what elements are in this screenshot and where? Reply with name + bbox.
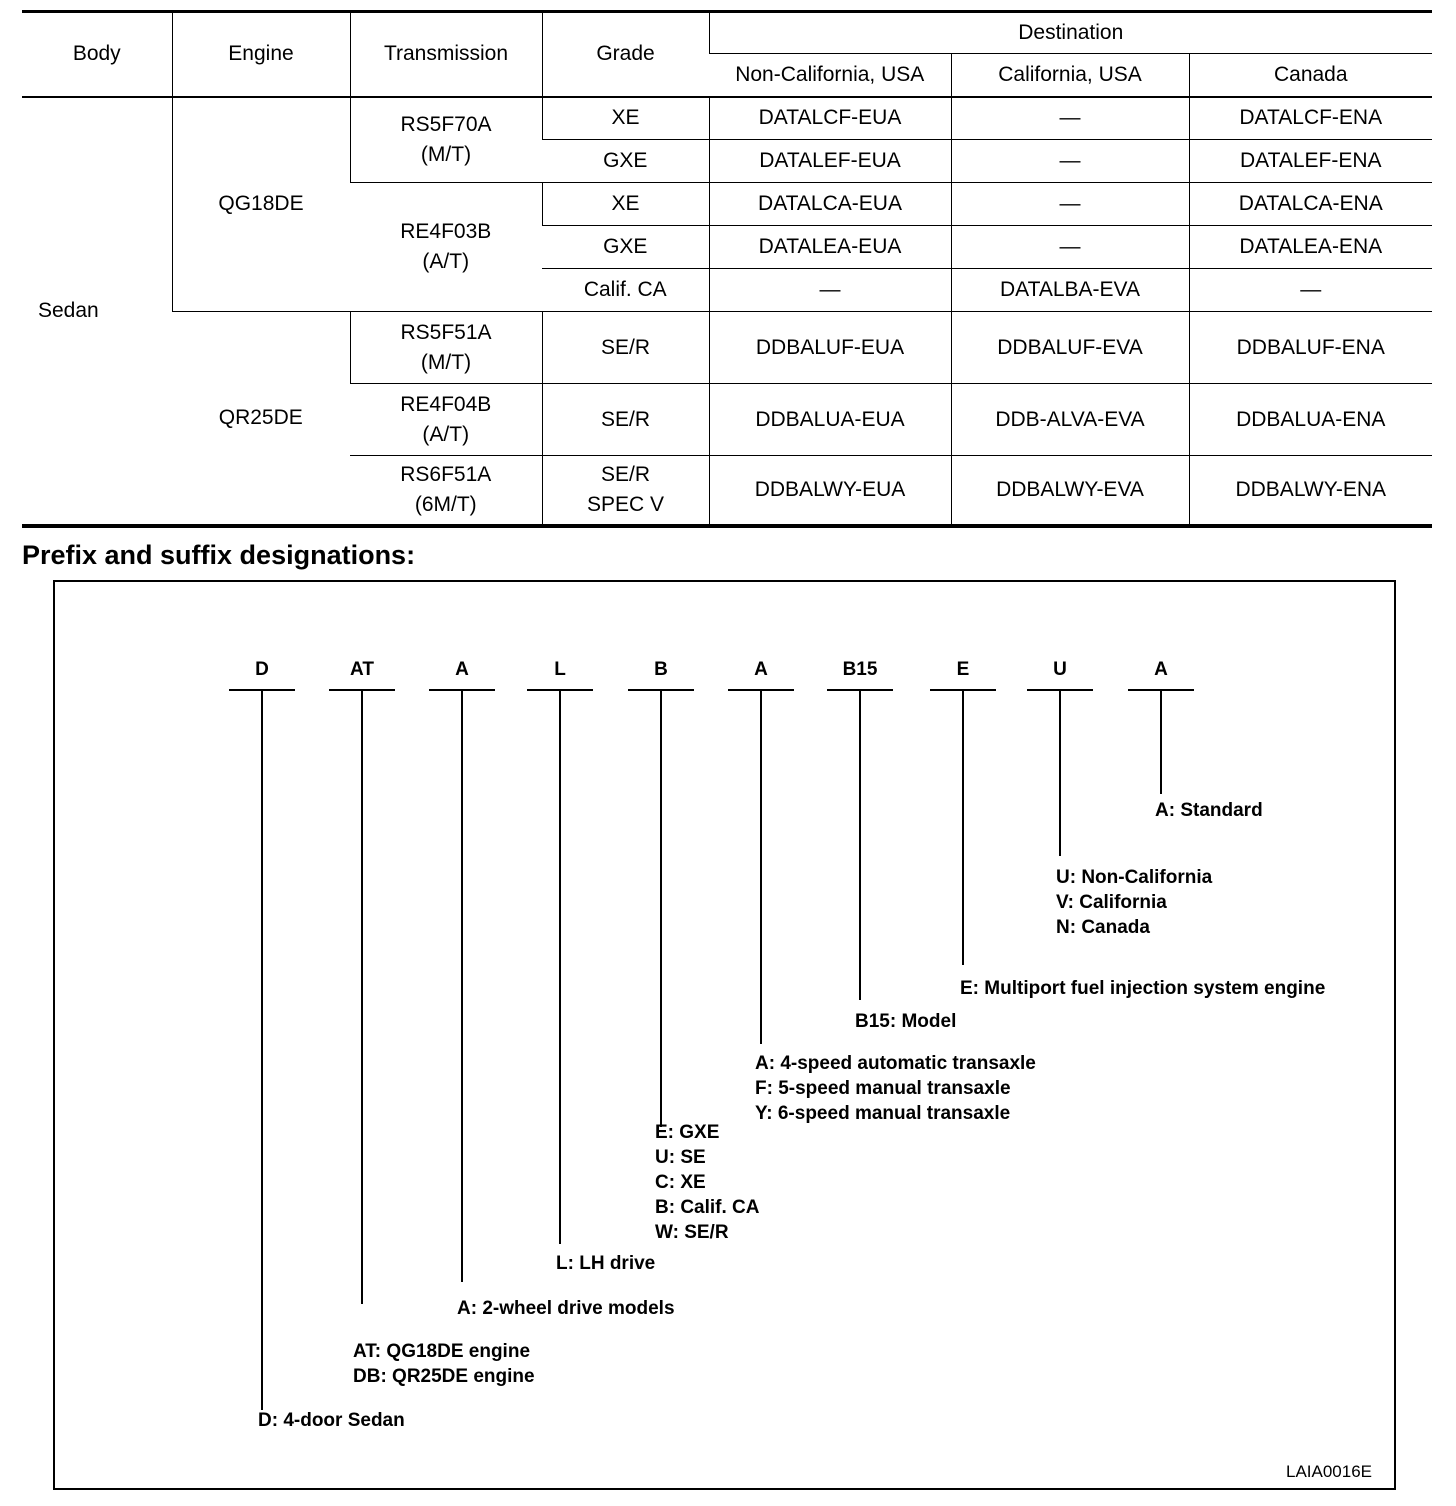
designation-line: F: 5-speed manual transaxle [755,1078,1011,1099]
designation-label-a2 [755,1051,1036,1126]
canada-cell: DDBALWY-ENA [1189,456,1432,526]
designation-label-d [258,1408,405,1433]
code-letter-l: L [554,659,566,680]
canada-cell: DATALEF-ENA [1189,140,1432,183]
california-cell: — [951,140,1189,183]
code-letter-b: B [654,659,668,680]
code-letter-a3: A [1154,659,1168,680]
designation-line: L: LH drive [556,1253,656,1274]
grade-cell: GXE [542,140,709,183]
designation-label-b15 [855,1009,956,1034]
connector-lines [55,582,1398,1492]
california-cell: DATALBA-EVA [951,269,1189,312]
designation-line: A: 4-speed automatic transaxle [755,1053,1036,1074]
designation-line: A: 2-wheel drive models [457,1298,675,1319]
canada-cell: DDBALUF-ENA [1189,312,1432,384]
non-california-cell: DATALCF-EUA [709,97,951,140]
california-cell: DDBALWY-EVA [951,456,1189,526]
code-letter-b15: B15 [842,659,878,680]
header-grade: Grade [542,12,709,97]
table-row [22,312,1432,384]
header-non-california: Non-California, USA [709,54,951,97]
designation-line: W: SE/R [655,1222,729,1243]
california-cell: — [951,97,1189,140]
canada-cell: DATALEA-ENA [1189,226,1432,269]
code-letter-a: A [455,659,469,680]
designation-label-u [1056,865,1212,940]
non-california-cell: DATALEF-EUA [709,140,951,183]
header-engine: Engine [172,12,350,97]
header-destination: Destination [709,12,1432,54]
california-cell: DDBALUF-EVA [951,312,1189,384]
designation-line: U: Non-California [1056,867,1213,888]
grade-cell: XE [542,183,709,226]
non-california-cell: DATALEA-EUA [709,226,951,269]
non-california-cell: — [709,269,951,312]
canada-cell: DATALCF-ENA [1189,97,1432,140]
engine-cell: QR25DE [172,312,350,526]
code-letter-at: AT [350,659,374,680]
designation-line: V: California [1056,892,1167,913]
designation-line: Y: 6-speed manual transaxle [755,1103,1011,1124]
non-california-cell: DDBALUA-EUA [709,384,951,456]
designation-line: AT: QG18DE engine [353,1341,531,1362]
header-california: California, USA [951,54,1189,97]
designation-label-at [353,1339,535,1389]
grade-cell: SE/R [542,312,709,384]
grade-cell: SE/R SPEC V [542,456,709,526]
designation-label-b [655,1120,760,1245]
code-letter-e: E [956,659,970,680]
grade-cell: XE [542,97,709,140]
transmission-cell: RS5F70A (M/T) [350,97,542,183]
designation-line: DB: QR25DE engine [353,1366,535,1387]
code-letter-d: D [255,659,269,680]
code-letter-u: U [1053,659,1067,680]
designation-line: E: GXE [655,1122,720,1143]
designation-line: E: Multiport fuel injection system engine [960,978,1326,999]
grade-cell: GXE [542,226,709,269]
canada-cell: DDBALUA-ENA [1189,384,1432,456]
designation-diagram [53,580,1396,1490]
header-transmission: Transmission [350,12,542,97]
non-california-cell: DDBALWY-EUA [709,456,951,526]
prefix-suffix-title: Prefix and suffix designations: [22,540,416,570]
transmission-cell: RS5F51A (M/T) [350,312,542,384]
designation-label-a [457,1296,675,1321]
non-california-cell: DATALCA-EUA [709,183,951,226]
designation-line: N: Canada [1056,917,1150,938]
grade-cell: SE/R [542,384,709,456]
designation-line: U: SE [655,1147,706,1168]
transmission-cell: RE4F04B (A/T) [350,384,542,456]
code-letter-a2: A [754,659,768,680]
california-cell: DDB-ALVA-EVA [951,384,1189,456]
header-body: Body [22,12,172,97]
designation-label-l [556,1251,655,1276]
transmission-cell: RS6F51A (6M/T) [350,456,542,526]
figure-id: LAIA0016E [1285,1462,1372,1481]
designation-line: B15: Model [855,1011,957,1032]
grade-cell: Calif. CA [542,269,709,312]
designation-line: A: Standard [1155,800,1263,821]
engine-cell: QG18DE [172,97,350,312]
body-cell: Sedan [22,97,172,526]
model-variation-table [22,10,1432,528]
header-canada: Canada [1189,54,1432,97]
table-row [22,97,1432,140]
transmission-cell: RE4F03B (A/T) [350,183,542,312]
designation-label-a3 [1155,798,1263,823]
designation-label-e [960,976,1325,1001]
designation-line: B: Calif. CA [655,1197,760,1218]
california-cell: — [951,183,1189,226]
canada-cell: DATALCA-ENA [1189,183,1432,226]
non-california-cell: DDBALUF-EUA [709,312,951,384]
canada-cell: — [1189,269,1432,312]
designation-line: C: XE [655,1172,706,1193]
california-cell: — [951,226,1189,269]
designation-line: D: 4-door Sedan [258,1410,405,1431]
